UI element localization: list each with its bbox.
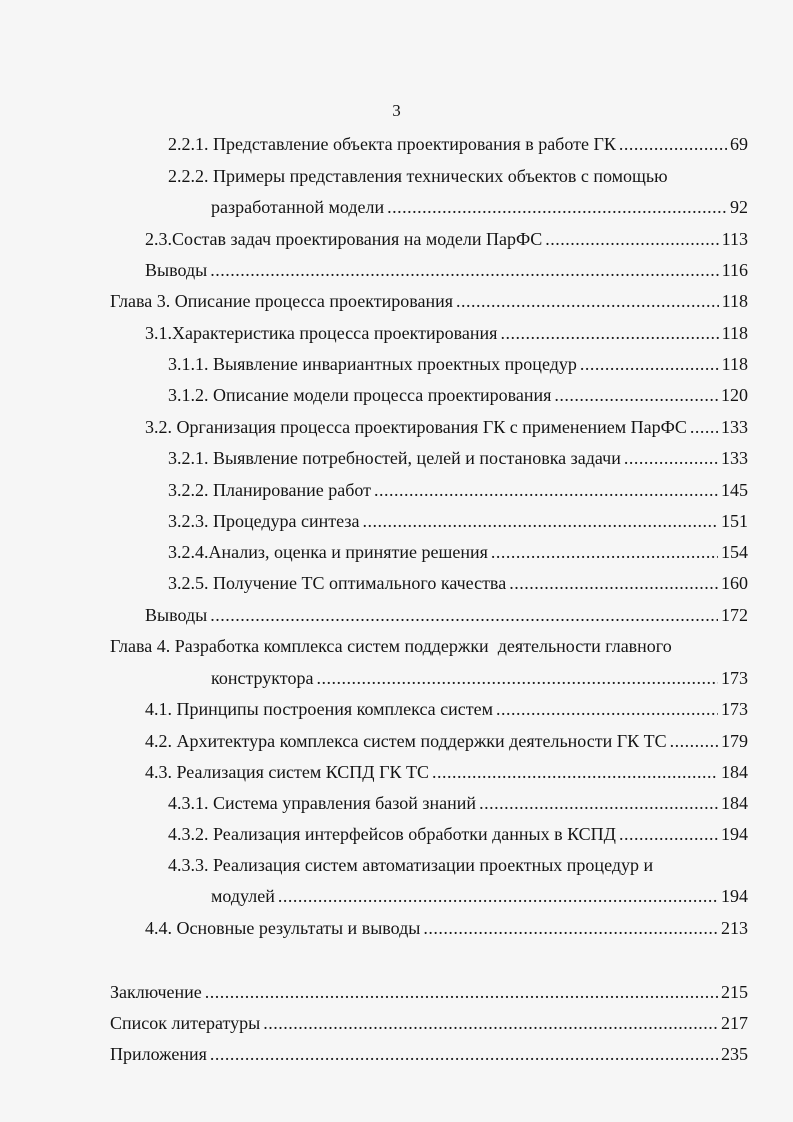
toc-entry-title: Приложения (110, 1044, 207, 1064)
dot-leader (500, 320, 718, 346)
toc-entry-title: модулей (211, 886, 275, 906)
toc-entry (145, 728, 748, 754)
dot-leader (690, 414, 718, 440)
toc-entry-page: 113 (721, 229, 748, 249)
toc-entry (168, 852, 748, 878)
toc-entry (110, 979, 748, 1005)
dot-leader (374, 477, 718, 503)
dot-leader (496, 696, 718, 722)
toc-entry-title: 2.2.1. Представление объекта проектирования в работе ГК (168, 134, 616, 154)
toc-entry-title: Выводы (145, 260, 208, 280)
toc-entry (110, 1041, 748, 1067)
toc-entry (145, 915, 748, 941)
toc-entry (145, 226, 748, 252)
toc-entry (110, 288, 748, 314)
dot-leader (580, 351, 719, 377)
toc-entry-title: 4.3. Реализация систем КСПД ГК ТС (145, 762, 430, 782)
toc-entry-title: Глава 4. Разработка комплекса систем поддержки деятельности главного (110, 636, 672, 656)
toc-entry-title: Заключение (110, 982, 202, 1002)
dot-leader (362, 508, 718, 534)
toc-entry-page: 118 (721, 354, 748, 374)
toc-entry-title: 4.3.1. Система управления базой знаний (168, 793, 477, 813)
dot-leader (456, 288, 719, 314)
dot-leader (479, 790, 718, 816)
toc-entry-page: 194 (721, 886, 748, 906)
toc-entry (110, 633, 748, 659)
dot-leader (432, 759, 718, 785)
toc-entry-title: 3.2.2. Планирование работ (168, 480, 372, 500)
toc-entry (168, 508, 748, 534)
toc-entry-page: 118 (721, 291, 748, 311)
toc-entry-title: 3.1.2. Описание модели процесса проектирования (168, 385, 552, 405)
toc-entry-page: 217 (721, 1013, 748, 1033)
toc-entry (145, 414, 748, 440)
toc-entry (168, 790, 748, 816)
toc-entry-page: 172 (721, 605, 748, 625)
dot-leader (387, 194, 727, 220)
dot-leader (423, 915, 718, 941)
dot-leader (278, 883, 718, 909)
dot-leader (210, 1041, 718, 1067)
dot-leader (624, 445, 718, 471)
dot-leader (205, 979, 718, 1005)
dot-leader (491, 539, 718, 565)
toc-entry (211, 194, 748, 220)
dot-leader (316, 665, 718, 691)
toc-entry (168, 477, 748, 503)
toc-entry-title: Выводы (145, 605, 208, 625)
toc-entry-title: Глава 3. Описание процесса проектирования (110, 291, 454, 311)
toc-entry-page: 133 (721, 448, 748, 468)
page-number: 3 (392, 101, 401, 120)
toc-entry-title: 3.2.5. Получение ТС оптимального качества (168, 573, 507, 593)
toc-entry (211, 883, 748, 909)
toc-entry (168, 131, 748, 157)
toc-entry-page: 173 (721, 668, 748, 688)
dot-leader (210, 602, 718, 628)
toc-entry-page: 92 (730, 197, 748, 217)
dot-leader (670, 728, 718, 754)
toc-entry (145, 602, 748, 628)
toc-entry-page: 151 (721, 511, 748, 531)
toc-entry-page: 116 (721, 260, 748, 280)
toc-entry-page: 235 (721, 1044, 748, 1064)
toc-entry (168, 351, 748, 377)
toc-entry-page: 154 (721, 542, 748, 562)
toc-entry-title: 3.1.Характеристика процесса проектирования (145, 323, 498, 343)
toc-entry (168, 445, 748, 471)
toc-entry-title: разработанной модели (211, 197, 385, 217)
dot-leader (619, 131, 727, 157)
dot-leader (545, 226, 718, 252)
toc-entry-page: 133 (721, 417, 748, 437)
dot-leader (263, 1010, 718, 1036)
toc-entry (168, 539, 748, 565)
toc-entry-page: 179 (721, 731, 748, 751)
toc-entry-title: 4.3.3. Реализация систем автоматизации проектных процедур и (168, 855, 654, 875)
toc-entry-title: 3.1.1. Выявление инвариантных проектных процедур (168, 354, 577, 374)
toc-entry-page: 194 (721, 824, 748, 844)
toc-entry (168, 163, 748, 189)
toc-entry (145, 257, 748, 283)
toc-entry-title: 4.4. Основные результаты и выводы (145, 918, 421, 938)
toc-entry (110, 1010, 748, 1036)
dot-leader (509, 570, 718, 596)
toc-entry-title: 4.3.2. Реализация интерфейсов обработки данных в КСПД (168, 824, 616, 844)
toc-entry-title: 4.2. Архитектура комплекса систем поддержки деятельности ГК ТС (145, 731, 667, 751)
toc-entry (168, 382, 748, 408)
toc-entry-title: 3.2.3. Процедура синтеза (168, 511, 360, 531)
toc-entry-title: 2.3.Состав задач проектирования на модели ПарФС (145, 229, 543, 249)
dot-leader (210, 257, 718, 283)
toc-entry-page: 213 (721, 918, 748, 938)
toc-entry-title: конструктора (211, 668, 314, 688)
toc-entry-page: 215 (721, 982, 748, 1002)
toc-entry-page: 145 (721, 480, 748, 500)
toc-entry-page: 173 (721, 699, 748, 719)
toc-entry (145, 320, 748, 346)
toc-entry (168, 821, 748, 847)
toc-entry-page: 120 (721, 385, 748, 405)
toc-entry-page: 69 (730, 134, 748, 154)
toc-entry (145, 696, 748, 722)
toc-entry-title: 2.2.2. Примеры представления технических объектов с помощью (168, 166, 668, 186)
toc-entry (211, 665, 748, 691)
toc-entry (145, 759, 748, 785)
toc-entry-page: 118 (721, 323, 748, 343)
toc-entry-title: 4.1. Принципы построения комплекса систем (145, 699, 494, 719)
dot-leader (619, 821, 718, 847)
dot-leader (554, 382, 718, 408)
toc-entry-title: 3.2. Организация процесса проектирования ГК с применением ПарФС (145, 417, 687, 437)
toc-entry (168, 570, 748, 596)
toc-entry-page: 184 (721, 793, 748, 813)
toc-entry-page: 160 (721, 573, 748, 593)
toc-entry-page: 184 (721, 762, 748, 782)
toc-entry-title: 3.2.4.Анализ, оценка и принятие решения (168, 542, 488, 562)
toc-entry-title: 3.2.1. Выявление потребностей, целей и постановка задачи (168, 448, 621, 468)
toc-entry-title: Список литературы (110, 1013, 261, 1033)
